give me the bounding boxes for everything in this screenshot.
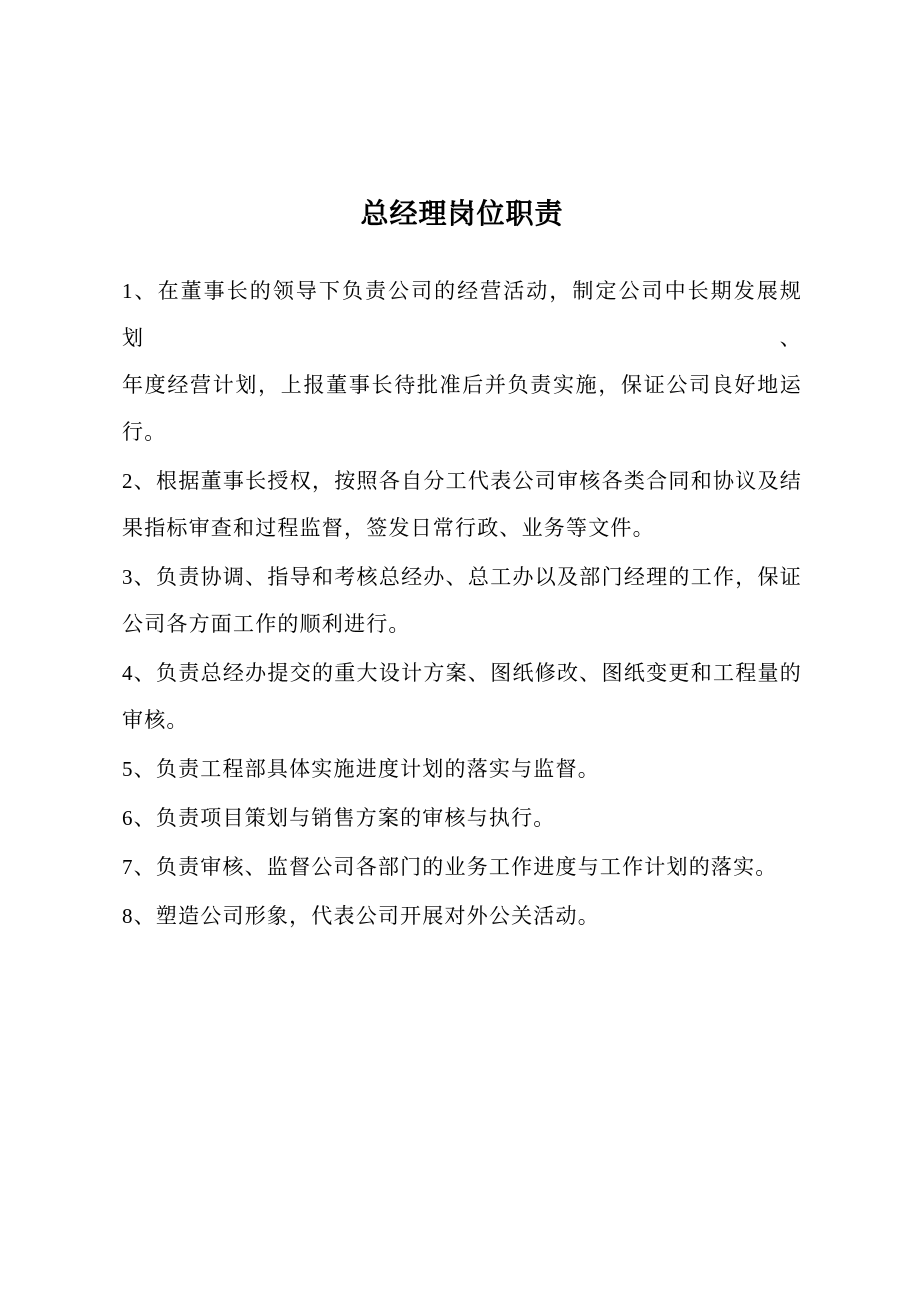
paragraph xyxy=(122,458,802,552)
paragraph-line: 年度经营计划，上报董事长待批准后并负责实施，保证公司良好地运 xyxy=(122,373,802,397)
paragraph xyxy=(122,650,802,744)
paragraph-line: 4、负责总经办提交的重大设计方案、图纸修改、图纸变更和工程量的 xyxy=(122,661,802,685)
paragraph xyxy=(122,746,802,793)
paragraph-line: 公司各方面工作的顺利进行。 xyxy=(122,612,411,636)
paragraph xyxy=(122,795,802,842)
paragraph-line: 1、在董事长的领导下负责公司的经营活动，制定公司中长期发展规划、 xyxy=(122,279,802,350)
document-title: 总经理岗位职责 xyxy=(360,198,564,229)
paragraph-line: 7、负责审核、监督公司各部门的业务工作进度与工作计划的落实。 xyxy=(122,855,778,879)
paragraph xyxy=(122,554,802,648)
paragraph-line: 5、负责工程部具体实施进度计划的落实与监督。 xyxy=(122,757,600,781)
paragraph-line: 行。 xyxy=(122,420,167,444)
paragraph xyxy=(122,844,802,891)
paragraph-line: 2、根据董事长授权，按照各自分工代表公司审核各类合同和协议及结 xyxy=(122,469,802,493)
paragraph-line: 审核。 xyxy=(122,708,189,732)
paragraph-line: 6、负责项目策划与销售方案的审核与执行。 xyxy=(122,806,556,830)
paragraph-line: 8、塑造公司形象，代表公司开展对外公关活动。 xyxy=(122,904,600,928)
paragraph-line: 果指标审查和过程监督，签发日常行政、业务等文件。 xyxy=(122,516,655,540)
document-body xyxy=(122,268,802,940)
paragraph xyxy=(122,893,802,940)
paragraph-line: 3、负责协调、指导和考核总经办、总工办以及部门经理的工作，保证 xyxy=(122,565,802,589)
paragraph xyxy=(122,268,802,456)
